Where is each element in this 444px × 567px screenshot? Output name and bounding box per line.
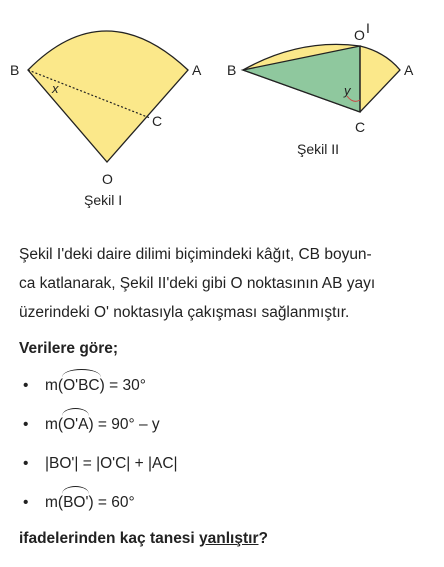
label-b-2: B (227, 62, 237, 78)
bullet-icon: • (23, 416, 29, 433)
label-a-1: A (192, 62, 202, 78)
sector-shape (28, 31, 188, 162)
caption-figure-2: Şekil II (297, 141, 340, 157)
statement-item-3: • |BO'| = |O'C| + |AC| (19, 450, 429, 489)
statement-item-4: • m(BO') = 60° (19, 489, 429, 528)
bullet-icon: • (23, 494, 29, 511)
label-prime-mark: I (366, 20, 370, 36)
paragraph-line-2: ca katlanarak, Şekil II'deki gibi O noktasının AB yayı (19, 275, 376, 292)
underlined-word: yanlıştır (199, 530, 259, 547)
figure-2 (227, 20, 414, 135)
label-c-2: C (355, 119, 366, 135)
arc-notation: O'BC (63, 372, 100, 400)
problem-paragraph (19, 240, 435, 327)
bullet-icon: • (23, 455, 29, 472)
label-b-1: B (10, 62, 20, 78)
statement-item-1: • m(O'BC) = 30° (19, 372, 429, 411)
label-a-2: A (404, 62, 414, 78)
label-y: y (344, 83, 351, 98)
paragraph-line-1: Şekil I'deki daire dilimi biçimindeki kâğıt, CB boyun- (19, 246, 372, 263)
caption-figure-1: Şekil I (84, 192, 123, 208)
label-c-1: C (152, 113, 163, 129)
statement-list (19, 372, 429, 528)
given-heading: Verilere göre; (19, 340, 119, 357)
label-x: x (52, 81, 59, 96)
figures-area (0, 0, 444, 220)
figure-1 (10, 31, 202, 187)
arc-notation: BO' (63, 489, 88, 517)
question-text: ifadelerinden kaç tanesi yanlıştır? (19, 530, 268, 547)
paragraph-line-3: üzerindeki O' noktasıyla çakışması sağlanmıştır. (19, 304, 350, 321)
bullet-icon: • (23, 377, 29, 394)
label-o-prime: O (354, 27, 365, 43)
label-o-1: O (102, 171, 113, 187)
arc-notation: O'A (63, 411, 88, 439)
statement-item-2: • m(O'A) = 90° – y (19, 411, 429, 450)
